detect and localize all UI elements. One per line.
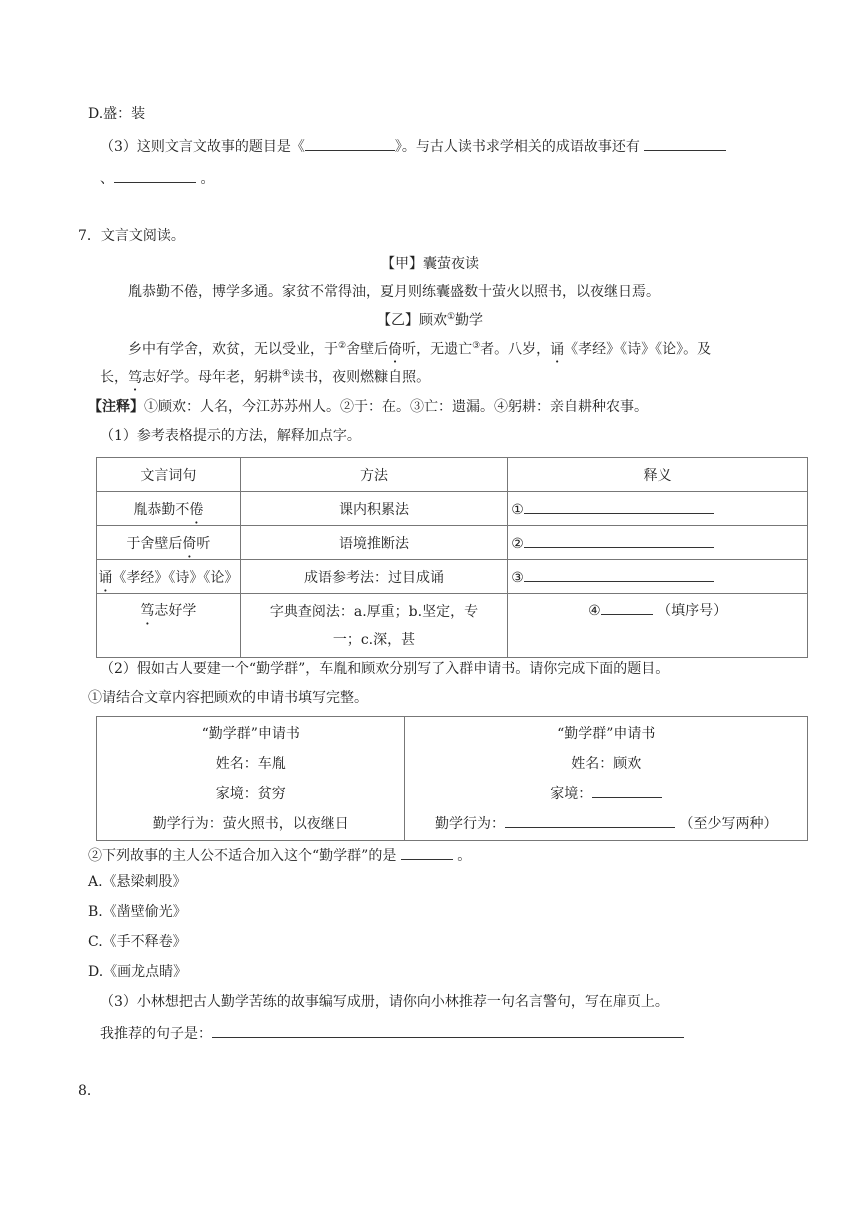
table-header-row: [97, 458, 808, 492]
application-table: [96, 716, 808, 841]
dotted-char-du: 笃: [128, 369, 142, 386]
table-cell-answer: [508, 526, 808, 560]
notes-text: ①顾欢：人名，今江苏苏州人。②于：在。③亡：遗漏。④躬耕：亲自耕种农事。: [144, 399, 648, 415]
passage-jia-text: 胤恭勤不倦，博学多通。家贫不常得油，夏月则练囊盛数十萤火以照书，以夜继日焉。: [128, 284, 660, 300]
table-header: 方法: [240, 458, 507, 492]
answer-marker: ①: [511, 502, 524, 518]
yi-text: 乡中有学舍，欢贫，无以受业，于: [128, 341, 338, 358]
prev-q3-text-d: 。: [200, 171, 215, 187]
answer-marker: ④: [588, 603, 601, 619]
answer-blank-4[interactable]: [601, 600, 653, 615]
table-cell-answer: [508, 492, 808, 526]
dotted-char: 倦: [189, 501, 204, 518]
phrase-text: 听: [196, 535, 211, 552]
yi-text: 舍壁后: [346, 341, 389, 358]
table-cell-answer: [508, 594, 808, 658]
yi-text: 读书，夜则燃糠自照。: [290, 369, 431, 386]
option-c[interactable]: C.《手不释卷》: [88, 934, 187, 950]
footnote-ref-4: ④: [282, 369, 291, 379]
prev-q3-text-c: 、: [100, 171, 114, 187]
recommend-line: [100, 1023, 684, 1043]
application-left: [97, 717, 405, 841]
q2-2-end: 。: [457, 848, 472, 864]
app-name: 姓名：车胤: [215, 755, 286, 772]
prev-q3-text-b: 》。与古人读书求学相关的成语故事还有: [394, 139, 640, 155]
passage-yi-line-2: [100, 369, 430, 386]
phrase-text: 志好学: [154, 603, 197, 619]
table-row: [97, 492, 808, 526]
table-row: [97, 560, 808, 594]
sub-question-2-2: [88, 845, 471, 865]
yi-text: 志好学。母年老，躬耕: [142, 369, 282, 386]
method-line: 一；c.深，甚: [332, 631, 416, 648]
app-behavior-row: [405, 809, 807, 839]
phrase-text: 胤恭勤不: [133, 501, 190, 518]
table-cell-phrase: [97, 560, 241, 594]
app-family: 家境：: [550, 785, 593, 802]
prev-q3-line1: [100, 136, 726, 156]
dotted-char: 笃: [140, 603, 155, 619]
recommend-blank[interactable]: [212, 1023, 684, 1038]
phrase-text: 于舍壁后: [126, 535, 183, 552]
table-row: [97, 526, 808, 560]
family-blank[interactable]: [592, 783, 662, 798]
answer-marker: ②: [511, 536, 524, 552]
behavior-suffix: （至少写两种）: [679, 815, 778, 832]
behavior-blank[interactable]: [505, 813, 675, 828]
table-cell-method: [240, 594, 507, 658]
answer-blank-2[interactable]: [524, 533, 714, 548]
option-d[interactable]: D.《画龙点睛》: [88, 964, 188, 980]
yi-text: 听，无遗亡: [402, 341, 473, 358]
table-cell-answer: [508, 560, 808, 594]
dotted-char: 诵: [98, 569, 113, 586]
app-family: 家境：贫穷: [215, 785, 286, 802]
prev-q3-text-a: （3）这则文言文故事的题目是《: [100, 139, 305, 155]
phrase-text: 《孝经》《诗》《论》: [112, 569, 239, 586]
application-row: [97, 717, 808, 841]
dotted-char: 倚: [182, 535, 197, 552]
app-behavior: 勤学行为：: [435, 815, 505, 832]
passage-jia-title: 【甲】囊萤夜读: [381, 256, 479, 272]
passage-yi-line-1: [128, 341, 711, 358]
answer-blank-idiom-1[interactable]: [644, 136, 726, 151]
table-cell-method: 语境推断法: [240, 526, 507, 560]
recommend-label: 我推荐的句子是：: [100, 1026, 212, 1042]
yi-title-b: 勤学: [455, 312, 484, 329]
answer-suffix: （填序号）: [657, 603, 728, 619]
option-d: D.盛：装: [88, 106, 146, 122]
application-right: [405, 717, 808, 841]
option-a[interactable]: A.《悬梁刺股》: [88, 874, 187, 890]
app-behavior: 勤学行为：萤火照书，以夜继日: [152, 815, 349, 832]
question-number-8: 8．: [78, 1083, 101, 1099]
yi-text: 者。八岁，: [480, 341, 551, 358]
sub-question-2: （2）假如古人要建一个“勤学群”，车胤和顾欢分别写了入群申请书。请你完成下面的题目。: [100, 661, 670, 677]
table-cell-phrase: [97, 594, 241, 658]
notes-label: 【注释】: [88, 399, 144, 415]
app-title: “勤学群”申请书: [201, 725, 300, 742]
sub-question-1: （1）参考表格提示的方法，解释加点字。: [100, 428, 361, 444]
answer-marker: ③: [511, 570, 524, 586]
app-title: “勤学群”申请书: [557, 725, 656, 742]
interpretation-table: [96, 457, 808, 658]
app-family-row: [405, 779, 807, 809]
method-line: 字典查阅法：a.厚重；b.坚定，专: [269, 603, 479, 620]
passage-yi-title: [0, 312, 860, 329]
answer-blank-title[interactable]: [305, 136, 395, 151]
app-name: 姓名：顾欢: [571, 755, 642, 772]
yi-title-a: 【乙】顾欢: [376, 312, 447, 329]
yi-text: 《孝经》《诗》《论》。及: [564, 341, 712, 358]
sub-question-2-1: ①请结合文章内容把顾欢的申请书填写完整。: [88, 690, 368, 706]
footnote-ref-3: ③: [472, 341, 481, 351]
table-row: [97, 594, 808, 658]
answer-blank-3[interactable]: [524, 567, 714, 582]
dotted-char-song: 诵: [550, 341, 565, 358]
prev-q3-line2: [100, 168, 214, 188]
notes: [88, 399, 648, 416]
option-b[interactable]: B.《凿壁偷光》: [88, 904, 187, 920]
yi-text: 长，: [100, 369, 128, 386]
footnote-ref-1: ①: [446, 312, 456, 322]
question-number-7: 7．文言文阅读。: [78, 228, 185, 244]
answer-blank-1[interactable]: [524, 499, 714, 514]
table-cell-phrase: [97, 526, 241, 560]
dotted-char-yi: 倚: [388, 341, 403, 358]
answer-blank-story[interactable]: [401, 845, 453, 860]
table-cell-phrase: [97, 492, 241, 526]
answer-blank-idiom-2[interactable]: [114, 168, 196, 183]
table-header: 释义: [508, 458, 808, 492]
q2-2-text: ②下列故事的主人公不适合加入这个“勤学群”的是: [88, 848, 397, 864]
sub-question-3: （3）小林想把古人勤学苦练的故事编写成册，请你向小林推荐一句名言警句，写在扉页上。: [100, 994, 669, 1010]
table-cell-method: 成语参考法：过目成诵: [240, 560, 507, 594]
footnote-ref-2: ②: [338, 341, 347, 351]
table-cell-method: 课内积累法: [240, 492, 507, 526]
table-header: 文言词句: [97, 458, 241, 492]
